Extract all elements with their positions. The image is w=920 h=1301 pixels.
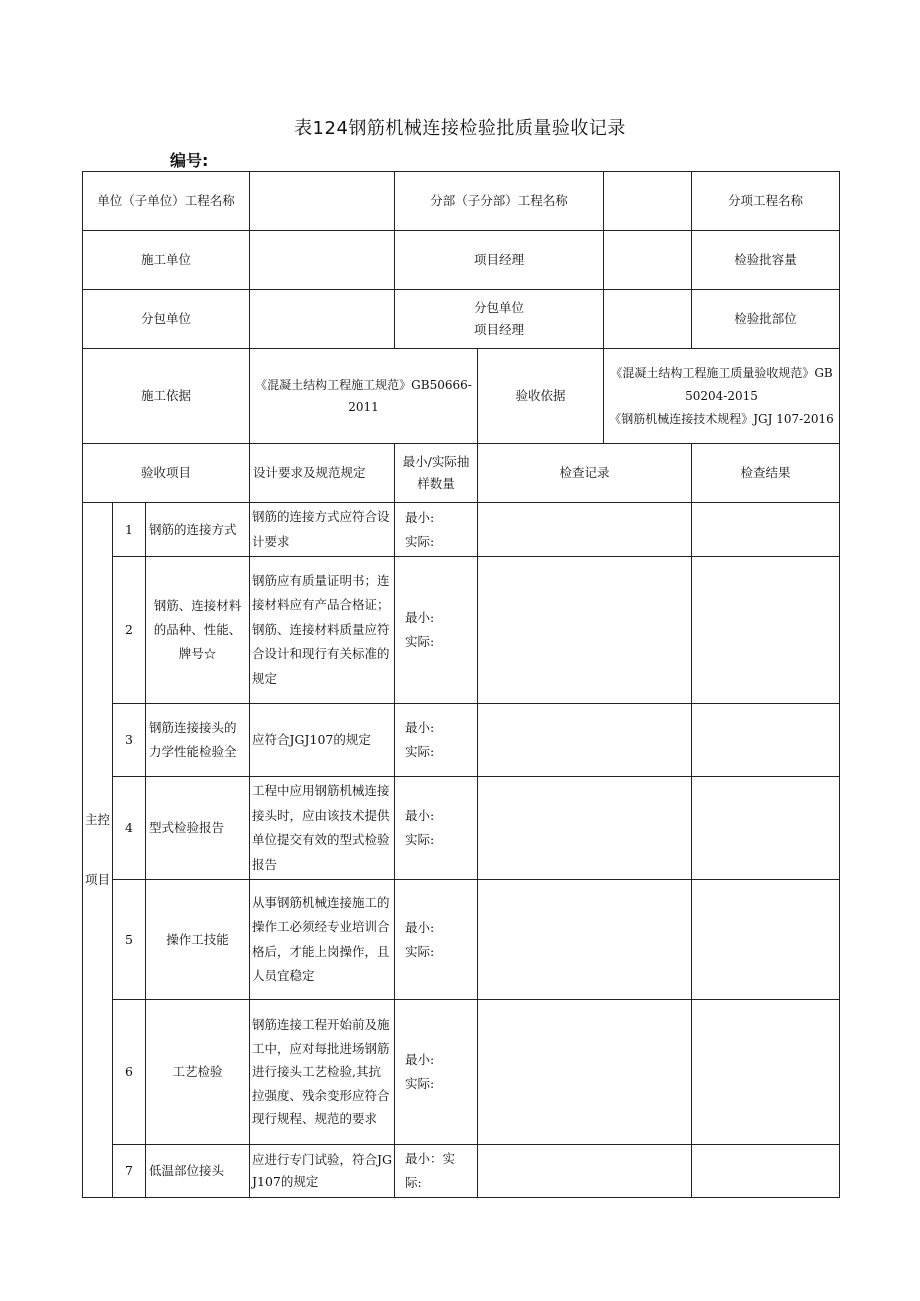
row-sample-actual: 际:	[405, 1175, 422, 1190]
unit-label: 单位（子单位）工程名称	[83, 172, 250, 231]
row-item: 钢筋的连接方式	[146, 503, 250, 557]
row-result[interactable]	[692, 1145, 840, 1198]
row-item: 操作工技能	[146, 880, 250, 1000]
subcontract-pm-label-line2: 项目经理	[474, 322, 525, 337]
row-sample-min: 最小:	[405, 509, 435, 525]
col-record-header: 检查记录	[478, 444, 692, 503]
table-row	[83, 704, 840, 777]
row-no: 4	[113, 777, 146, 880]
row-item: 钢筋连接接头的力学性能检验全	[146, 704, 250, 777]
page-title: 表124钢筋机械连接检验批质量验收记录	[294, 118, 626, 139]
subcontractor-value[interactable]	[250, 290, 395, 349]
row-record[interactable]	[478, 777, 692, 880]
row-sample-actual: 实际:	[405, 832, 435, 847]
row-sample-actual: 实际:	[405, 744, 435, 759]
acceptance-basis-line1: 《混凝土结构工程施工质量验收规范》GB50204-2015	[610, 365, 833, 403]
table-row	[83, 503, 840, 557]
col-sample-header: 最小/实际抽样数量	[395, 444, 478, 503]
row-sample-actual: 实际:	[405, 943, 435, 959]
subcontractor-label: 分包单位	[83, 290, 250, 349]
construction-basis-value: 《混凝土结构工程施工规范》GB50666-2011	[250, 349, 478, 444]
row-sample-min: 最小:	[405, 808, 435, 823]
construction-unit-value[interactable]	[250, 231, 395, 290]
row-item: 钢筋、连接材料的品种、性能、牌号☆	[146, 557, 250, 704]
lot-capacity-label: 检验批容量	[692, 231, 840, 290]
row-record[interactable]	[478, 503, 692, 557]
row-requirement: 钢筋连接工程开始前及施工中，应对每批进场钢筋进行接头工艺检验,其抗拉强度、残余变形应符合现行规程、规范的要求	[250, 1000, 395, 1145]
row-no: 6	[113, 1000, 146, 1145]
subcontract-pm-label	[395, 290, 604, 349]
row-sample-min: 最小:	[405, 919, 435, 935]
subcontract-pm-value[interactable]	[604, 290, 692, 349]
row-sample-min: 最小:	[405, 610, 435, 625]
row-requirement: 工程中应用钢筋机械连接接头时，应由该技术提供单位提交有效的型式检验报告	[250, 777, 395, 880]
row-sample[interactable]	[395, 704, 478, 777]
row-sample[interactable]	[395, 503, 478, 557]
row-sample[interactable]	[395, 1145, 478, 1198]
row-result[interactable]	[692, 557, 840, 704]
row-record[interactable]	[478, 880, 692, 1000]
acceptance-record-table	[82, 171, 840, 1198]
lot-location-label: 检验批部位	[692, 290, 840, 349]
row-sample-min: 最小:	[405, 1052, 435, 1067]
row-no: 7	[113, 1145, 146, 1198]
row-result[interactable]	[692, 1000, 840, 1145]
row-requirement: 从事钢筋机械连接施工的操作工必须经专业培训合格后，才能上岗操作，且人员宜稳定	[250, 880, 395, 1000]
row-record[interactable]	[478, 1000, 692, 1145]
row-sample[interactable]	[395, 880, 478, 1000]
acceptance-basis-value	[604, 349, 840, 444]
main-group-line2: 项目	[84, 872, 110, 887]
row-requirement: 应符合JGJ107的规定	[250, 704, 395, 777]
code-label: 编号:	[170, 151, 209, 170]
row-sample[interactable]	[395, 1000, 478, 1145]
construction-unit-label: 施工单位	[83, 231, 250, 290]
construction-basis-label: 施工依据	[83, 349, 250, 444]
row-record[interactable]	[478, 1145, 692, 1198]
row-sample-actual: 实际:	[405, 533, 435, 549]
row-sample-actual: 实际:	[405, 634, 435, 649]
row-no: 1	[113, 503, 146, 557]
row-no: 5	[113, 880, 146, 1000]
project-manager-label: 项目经理	[395, 231, 604, 290]
row-sample-min: 最小:	[405, 720, 435, 735]
table-row	[83, 777, 840, 880]
main-group-line1: 主控	[84, 812, 110, 827]
col-requirement-header: 设计要求及规范规定	[250, 444, 395, 503]
row-result[interactable]	[692, 704, 840, 777]
table-row	[83, 880, 840, 1000]
row-requirement: 钢筋应有质量证明书；连接材料应有产品合格证；钢筋、连接材料质量应符合设计和现行有关标准的规定	[250, 557, 395, 704]
row-result[interactable]	[692, 503, 840, 557]
row-no: 2	[113, 557, 146, 704]
subcontract-pm-label-line1: 分包单位	[474, 300, 525, 315]
col-item-header: 验收项目	[83, 444, 250, 503]
row-no: 3	[113, 704, 146, 777]
row-sample[interactable]	[395, 777, 478, 880]
row-item: 工艺检验	[146, 1000, 250, 1145]
row-result[interactable]	[692, 880, 840, 1000]
row-sample[interactable]	[395, 557, 478, 704]
col-result-header: 检查结果	[692, 444, 840, 503]
row-item: 型式检验报告	[146, 777, 250, 880]
row-sample-min: 最小：实	[405, 1151, 456, 1166]
row-record[interactable]	[478, 704, 692, 777]
row-requirement: 钢筋的连接方式应符合设计要求	[250, 503, 395, 557]
row-record[interactable]	[478, 557, 692, 704]
acceptance-basis-label: 验收依据	[478, 349, 604, 444]
row-sample-actual: 实际:	[405, 1076, 435, 1091]
table-row	[83, 1000, 840, 1145]
row-requirement: 应进行专门试验，符合JGJ107的规定	[250, 1145, 395, 1198]
subitem-cell	[692, 172, 840, 231]
row-item: 低温部位接头	[146, 1145, 250, 1198]
row-result[interactable]	[692, 777, 840, 880]
acceptance-basis-line2: 《钢筋机械连接技术规程》JGJ 107-2016	[609, 411, 834, 426]
table-row	[83, 557, 840, 704]
main-group-label	[83, 503, 113, 1198]
table-row	[83, 1145, 840, 1198]
subdivision-value[interactable]	[604, 172, 692, 231]
unit-value[interactable]	[250, 172, 395, 231]
subdivision-label: 分部（子分部）工程名称	[395, 172, 604, 231]
subitem-label: 分项工程名称	[728, 193, 804, 208]
project-manager-value[interactable]	[604, 231, 692, 290]
